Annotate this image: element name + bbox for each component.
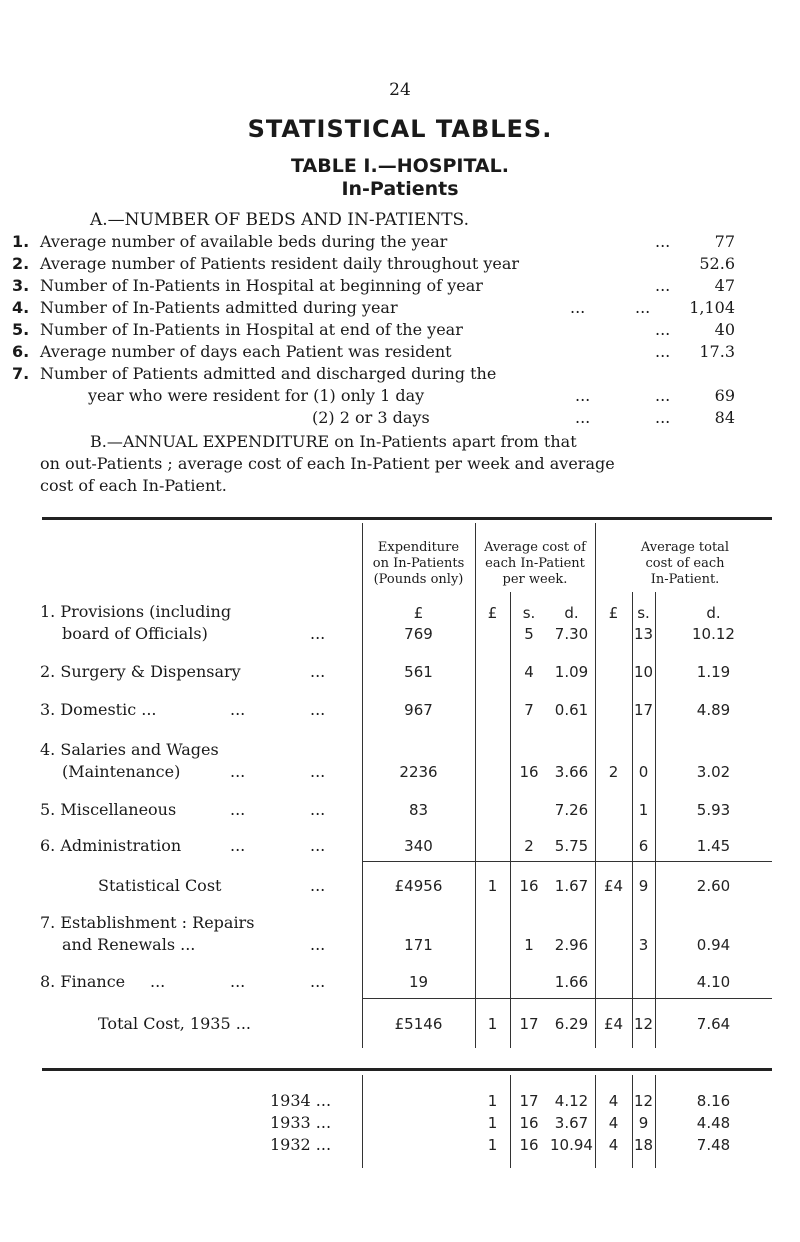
section-b-heading-line1: B.—ANNUAL EXPENDITURE on In-Patients apart from that	[90, 432, 577, 451]
leader-dots: ...	[655, 342, 671, 361]
item-number: 7.	[12, 364, 30, 383]
cell-weekly-d: 2.96	[554, 936, 589, 954]
column-divider	[595, 523, 596, 998]
leader-dots: ...	[230, 700, 246, 719]
cell-expenditure: 83	[408, 801, 429, 819]
cell-total-d: 8.16	[696, 1092, 731, 1110]
cell-weekly-s: 17	[519, 1015, 539, 1033]
unit-shillings: s.	[522, 604, 536, 622]
cell-weekly-s: 17	[519, 1092, 539, 1110]
leader-dots: ...	[310, 836, 326, 855]
cell-total-d: 1.45	[696, 837, 731, 855]
cell-total-l: £4	[603, 1015, 624, 1033]
leader-dots: ...	[310, 624, 326, 643]
cell-weekly-s: 16	[519, 1114, 539, 1132]
cell-total-s: 0	[638, 763, 649, 781]
subtotal-rule	[362, 861, 772, 862]
cell-expenditure: 171	[404, 936, 433, 954]
page-title: STATISTICAL TABLES.	[247, 115, 553, 143]
leader-dots: ...	[575, 408, 591, 427]
item-text: Number of In-Patients admitted during year	[40, 298, 398, 317]
leader-dots: ...	[310, 662, 326, 681]
cell-weekly-d: 4.12	[554, 1092, 589, 1110]
cell-total-s: 9	[638, 1114, 649, 1132]
cell-weekly-s: 16	[519, 763, 539, 781]
cell-expenditure: 2236	[399, 763, 438, 781]
header-line: on In-Patients	[372, 556, 465, 571]
section-b-heading-line2: on out-Patients ; average cost of each In-Patient per week and average	[40, 454, 615, 473]
cell-total-d: 10.12	[692, 625, 735, 643]
header-total	[595, 540, 775, 588]
row-label: 1932 ...	[270, 1135, 332, 1154]
cell-total-s: 1	[638, 801, 649, 819]
row-label: 3. Domestic ...	[40, 700, 157, 719]
item-value: 47	[714, 276, 735, 295]
cell-expenditure: 967	[404, 701, 433, 719]
row-label: Total Cost, 1935 ...	[98, 1014, 251, 1033]
cell-weekly-s: 4	[524, 663, 534, 681]
cell-weekly-d: 3.67	[554, 1114, 589, 1132]
leader-dots: ...	[575, 386, 591, 405]
header-weekly	[475, 540, 595, 588]
header-line: (Pounds only)	[373, 572, 464, 587]
leader-dots: ...	[230, 972, 246, 991]
item-text: Average number of days each Patient was resident	[40, 342, 452, 361]
leader-dots: ...	[150, 972, 166, 991]
section-a-heading: A.—NUMBER OF BEDS AND IN-PATIENTS.	[90, 210, 469, 230]
row-label: 6. Administration	[40, 836, 182, 855]
row-label: Statistical Cost	[98, 876, 222, 895]
cell-total-l: 4	[608, 1114, 619, 1132]
item-value: 40	[714, 320, 735, 339]
leader-dots: ...	[310, 700, 326, 719]
cell-weekly-d: 1.67	[554, 877, 589, 895]
section-subheading: In-Patients	[341, 178, 459, 200]
table-title: TABLE I.—HOSPITAL.	[291, 155, 509, 177]
section-b-heading-line3: cost of each In-Patient.	[40, 476, 227, 495]
cell-weekly-l: 1	[487, 1015, 498, 1033]
row-label: 1933 ...	[270, 1113, 332, 1132]
header-line: In-Patient.	[650, 572, 720, 587]
leader-dots: ...	[655, 276, 671, 295]
cell-weekly-l: 1	[487, 877, 498, 895]
column-divider	[362, 523, 363, 998]
cell-total-s: 3	[638, 936, 649, 954]
item-text: Number of In-Patients in Hospital at end of the year	[40, 320, 463, 339]
item-value: 52.6	[699, 254, 735, 273]
cell-weekly-d: 1.09	[554, 663, 589, 681]
leader-dots: ...	[310, 762, 326, 781]
table-top-rule	[42, 517, 772, 520]
row-label: (Maintenance)	[62, 762, 181, 781]
cell-weekly-s: 7	[524, 701, 534, 719]
cell-expenditure: £5146	[394, 1015, 443, 1033]
header-line: cost of each	[645, 556, 725, 571]
row-label: 8. Finance	[40, 972, 126, 991]
unit-pound: £	[608, 604, 619, 622]
cell-total-s: 18	[633, 1136, 654, 1154]
row-label: 4. Salaries and Wages	[40, 740, 219, 759]
total-rule	[362, 998, 772, 999]
item-value: 1,104	[689, 298, 735, 317]
cell-total-s: 17	[633, 701, 654, 719]
row-label: 2. Surgery & Dispensary	[40, 662, 241, 681]
item-text: Average number of Patients resident daily throughout year	[40, 254, 520, 273]
unit-pound: £	[487, 604, 498, 622]
leader-dots: ...	[655, 232, 671, 251]
cell-expenditure: 769	[404, 625, 433, 643]
cell-expenditure: £4956	[394, 877, 443, 895]
cell-total-d: 3.02	[696, 763, 731, 781]
leader-dots: ...	[655, 386, 671, 405]
cell-total-s: 13	[633, 625, 654, 643]
cell-weekly-d: 10.94	[550, 1136, 593, 1154]
cell-total-d: 4.10	[696, 973, 731, 991]
leader-dots: ...	[230, 762, 246, 781]
cell-weekly-d: 7.26	[554, 801, 589, 819]
item-number: 3.	[12, 276, 30, 295]
header-expenditure	[362, 540, 475, 588]
header-line: each In-Patient	[485, 556, 585, 571]
unit-pence: d.	[564, 604, 579, 622]
cell-total-s: 9	[638, 877, 649, 895]
header-line: Average total	[640, 540, 730, 555]
column-divider	[362, 1075, 363, 1168]
item-value: 69	[714, 386, 735, 405]
cell-total-l: 4	[608, 1092, 619, 1110]
leader-dots: ...	[230, 800, 246, 819]
item-value: 17.3	[699, 342, 735, 361]
cell-total-d: 5.93	[696, 801, 731, 819]
row-label: board of Officials)	[62, 624, 208, 643]
cell-weekly-d: 1.66	[554, 973, 589, 991]
leader-dots: ...	[230, 836, 246, 855]
item-text: Number of Patients admitted and discharged during the	[40, 364, 497, 383]
row-label: 7. Establishment : Repairs	[40, 913, 255, 932]
cell-weekly-d: 5.75	[554, 837, 589, 855]
cell-total-s: 6	[638, 837, 649, 855]
header-line: Expenditure	[377, 540, 460, 555]
cell-total-l: £4	[603, 877, 624, 895]
item-number: 2.	[12, 254, 30, 273]
cell-weekly-d: 7.30	[554, 625, 589, 643]
cell-total-d: 7.48	[696, 1136, 731, 1154]
leader-dots: ...	[310, 935, 326, 954]
cell-total-d: 7.64	[696, 1015, 731, 1033]
cell-weekly-s: 16	[519, 1136, 539, 1154]
cell-total-d: 1.19	[696, 663, 731, 681]
cell-total-d: 4.89	[696, 701, 731, 719]
cell-weekly-d: 0.61	[554, 701, 589, 719]
cell-weekly-d: 3.66	[554, 763, 589, 781]
leader-dots: ...	[310, 972, 326, 991]
cell-weekly-s: 1	[524, 936, 534, 954]
item-text: Average number of available beds during the year	[40, 232, 448, 251]
unit-pence: d.	[706, 604, 721, 622]
item-number: 1.	[12, 232, 30, 251]
cell-expenditure: 340	[404, 837, 433, 855]
unit-pound: £	[413, 604, 424, 622]
cell-weekly-s: 2	[524, 837, 534, 855]
item-value: 84	[714, 408, 735, 427]
leader-dots: ...	[570, 298, 586, 317]
item-text: (2) 2 or 3 days	[312, 408, 430, 427]
column-divider	[475, 523, 476, 998]
row-label: 1934 ...	[270, 1091, 332, 1110]
leader-dots: ...	[635, 298, 651, 317]
leader-dots: ...	[655, 408, 671, 427]
cell-total-s: 12	[633, 1015, 654, 1033]
cell-total-l: 4	[608, 1136, 619, 1154]
item-number: 5.	[12, 320, 30, 339]
table-bottom-rule	[42, 1068, 772, 1071]
cell-expenditure: 561	[404, 663, 433, 681]
item-text: Number of In-Patients in Hospital at beginning of year	[40, 276, 483, 295]
cell-total-d: 0.94	[696, 936, 731, 954]
item-text: year who were resident for (1) only 1 day	[88, 386, 425, 405]
leader-dots: ...	[655, 320, 671, 339]
cell-weekly-l: 1	[487, 1092, 498, 1110]
cell-weekly-d: 6.29	[554, 1015, 589, 1033]
item-value: 77	[714, 232, 735, 251]
cell-total-d: 4.48	[696, 1114, 731, 1132]
unit-shillings: s.	[637, 604, 650, 622]
page-number: 24	[389, 80, 411, 100]
cell-total-s: 12	[633, 1092, 654, 1110]
cell-weekly-l: 1	[487, 1114, 498, 1132]
row-label: and Renewals ...	[62, 935, 196, 954]
header-line: per week.	[502, 572, 568, 587]
cell-total-d: 2.60	[696, 877, 731, 895]
cell-expenditure: 19	[408, 973, 429, 991]
row-label: 1. Provisions (including	[40, 602, 232, 621]
cell-total-l: 2	[608, 763, 619, 781]
leader-dots: ...	[310, 876, 326, 895]
leader-dots: ...	[310, 800, 326, 819]
cell-weekly-s: 16	[519, 877, 539, 895]
cell-total-s: 10	[633, 663, 654, 681]
header-line: Average cost of	[484, 540, 586, 555]
row-label: 5. Miscellaneous	[40, 800, 177, 819]
cell-weekly-l: 1	[487, 1136, 498, 1154]
cell-weekly-s: 5	[524, 625, 534, 643]
item-number: 4.	[12, 298, 30, 317]
item-number: 6.	[12, 342, 30, 361]
